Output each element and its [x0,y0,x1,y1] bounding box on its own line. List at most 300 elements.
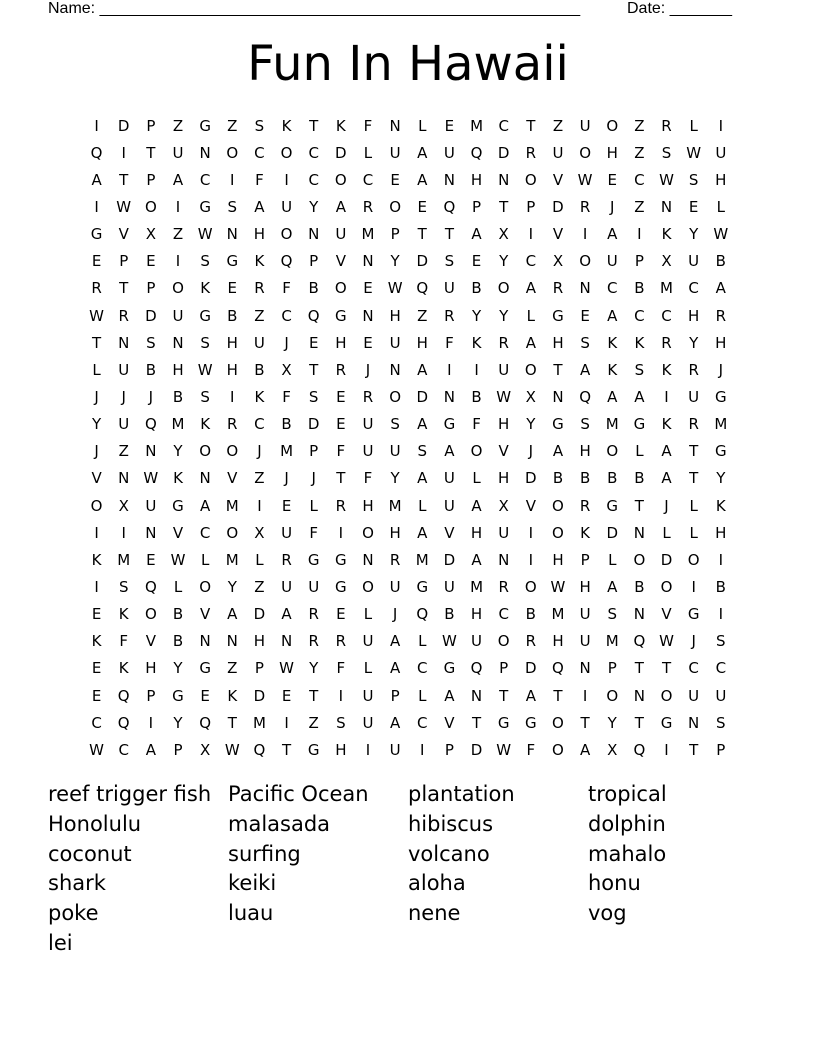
grid-letter: U [552,143,564,162]
grid-letter: X [199,740,211,759]
grid-letter: C [498,116,509,135]
grid-letter: L [418,686,427,705]
grid-letter: I [175,197,181,216]
grid-letter: S [417,442,428,461]
grid-letter: Z [227,659,238,678]
grid-letter: G [199,659,211,678]
grid-letter: U [498,523,510,542]
grid-letter: D [470,740,483,759]
grid-letter: S [634,360,645,379]
grid-letter: M [551,605,565,624]
grid-letter: R [308,605,319,624]
grid-letter: U [281,197,293,216]
grid-letter: I [718,605,724,624]
grid-row [83,112,734,139]
grid-letter: L [689,116,698,135]
grid-letter: S [200,252,210,271]
grid-letter: I [230,387,235,406]
grid-letter: U [389,143,401,162]
grid-letter: U [118,360,130,379]
grid-letter: I [420,740,425,759]
word-search-grid [83,112,734,763]
grid-letter: B [471,387,482,406]
grid-row [83,492,734,519]
grid-letter: Y [526,415,536,434]
grid-row [83,193,734,220]
grid-letter: K [634,333,645,352]
grid-letter: G [552,306,564,325]
grid-letter: Y [173,713,183,732]
grid-letter: Y [390,469,400,488]
grid-letter: A [607,306,618,325]
grid-row [83,736,734,763]
grid-letter: G [172,686,184,705]
grid-letter: A [634,387,645,406]
grid-letter: L [255,550,264,569]
grid-letter: C [688,279,699,298]
grid-row [83,655,734,682]
grid-letter: S [444,252,455,271]
grid-letter: V [498,442,509,461]
grid-letter: S [580,415,590,434]
grid-letter: Y [689,225,699,244]
grid-letter: S [308,387,319,406]
grid-letter: I [94,577,99,596]
grid-letter: C [498,605,509,624]
word-list-item: aloha [408,871,466,896]
grid-letter: I [94,523,99,542]
grid-letter: I [637,225,642,244]
grid-row [83,438,734,465]
grid-letter: G [525,713,537,732]
grid-letter: L [200,550,210,569]
grid-letter: W [550,577,566,596]
grid-letter: H [470,170,483,189]
grid-letter: R [525,143,537,162]
grid-letter: Z [634,197,645,216]
grid-letter: T [634,713,644,732]
grid-letter: R [227,415,238,434]
grid-letter: Y [309,659,319,678]
grid-letter: K [91,550,102,569]
grid-letter: N [579,659,591,678]
grid-letter: L [689,523,698,542]
grid-letter: T [553,360,563,379]
grid-letter: O [172,279,184,298]
grid-letter: Y [390,252,400,271]
word-list-item: vog [588,901,627,926]
grid-letter: B [254,360,265,379]
grid-letter: K [335,116,346,135]
grid-letter: O [497,279,510,298]
grid-letter: U [362,442,374,461]
grid-letter: M [605,632,619,651]
grid-letter: C [688,659,699,678]
grid-letter: B [444,605,455,624]
grid-letter: B [308,279,319,298]
grid-letter: C [607,279,618,298]
grid-letter: W [577,170,593,189]
grid-letter: Z [417,306,428,325]
word-list-item: volcano [408,841,490,866]
grid-letter: S [254,116,265,135]
grid-letter: M [415,550,429,569]
grid-letter: H [579,577,591,596]
grid-letter: K [173,469,183,488]
grid-letter: V [172,523,184,542]
grid-letter: E [336,387,346,406]
grid-letter: V [200,605,211,624]
grid-letter: N [362,550,374,569]
grid-letter: D [525,659,537,678]
grid-letter: V [145,632,156,651]
grid-letter: H [498,469,510,488]
grid-row [83,248,734,275]
grid-letter: K [254,387,265,406]
grid-letter: U [389,577,401,596]
grid-letter: H [715,523,727,542]
grid-letter: R [91,279,102,298]
grid-letter: O [199,577,212,596]
grid-letter: J [148,387,154,406]
grid-letter: I [365,740,371,759]
grid-letter: E [688,197,699,216]
grid-letter: F [445,333,454,352]
grid-letter: F [119,632,129,651]
grid-letter: R [525,632,537,651]
grid-letter: N [145,523,157,542]
grid-letter: M [225,550,239,569]
grid-letter: Z [227,116,238,135]
grid-letter: N [118,333,130,352]
grid-letter: I [94,197,99,216]
grid-letter: W [686,143,702,162]
grid-letter: T [661,659,672,678]
grid-letter: H [715,170,727,189]
grid-letter: B [172,632,184,651]
grid-letter: N [688,713,700,732]
grid-letter: U [715,686,727,705]
grid-letter: R [308,632,319,651]
grid-letter: W [143,469,159,488]
grid-letter: T [553,686,563,705]
grid-letter: P [716,740,726,759]
grid-letter: U [335,225,347,244]
grid-letter: D [443,550,456,569]
grid-letter: E [390,170,400,189]
grid-letter: H [688,306,700,325]
grid-letter: C [281,306,292,325]
grid-letter: K [200,279,211,298]
word-list-item: hibiscus [408,811,494,836]
grid-letter: I [257,496,262,515]
grid-letter: N [199,143,211,162]
grid-letter: S [336,713,346,732]
grid-letter: Q [416,279,429,298]
grid-letter: H [416,333,428,352]
grid-letter: Y [716,469,726,488]
grid-letter: G [552,415,564,434]
grid-letter: R [498,333,509,352]
grid-letter: A [227,605,238,624]
date-field-label: Date: _______ [627,0,732,17]
grid-letter: U [715,143,727,162]
grid-letter: A [389,713,401,732]
grid-letter: E [363,333,373,352]
grid-letter: Q [443,197,456,216]
grid-letter: U [606,252,618,271]
grid-letter: K [91,632,102,651]
grid-letter: E [146,252,156,271]
grid-letter: R [254,279,265,298]
grid-letter: H [606,143,618,162]
grid-letter: H [253,225,266,244]
grid-row [83,221,734,248]
grid-letter: C [634,306,645,325]
grid-letter: T [499,686,509,705]
grid-letter: W [387,279,403,298]
grid-letter: M [225,496,239,515]
word-list-item: plantation [408,782,515,806]
word-list-item: lei [48,930,73,955]
grid-letter: A [417,143,428,162]
grid-letter: N [199,469,211,488]
grid-letter: U [688,387,700,406]
grid-letter: I [284,713,289,732]
grid-letter: H [226,333,238,352]
grid-letter: I [691,577,696,596]
grid-letter: R [335,496,347,515]
grid-letter: N [172,333,184,352]
grid-letter: W [170,550,186,569]
grid-letter: A [471,496,482,515]
grid-letter: W [659,632,674,651]
header [48,0,748,20]
grid-letter: R [389,550,401,569]
grid-letter: O [524,170,537,189]
grid-letter: D [497,143,510,162]
grid-row [83,682,734,709]
grid-letter: X [254,523,265,542]
grid-letter: T [336,469,346,488]
grid-letter: N [633,523,645,542]
grid-letter: W [116,197,132,216]
grid-letter: Y [499,306,509,325]
grid-letter: K [471,333,482,352]
grid-letter: R [362,197,374,216]
grid-letter: K [661,415,672,434]
grid-letter: S [200,333,210,352]
grid-letter: O [687,550,700,569]
grid-letter: N [389,360,401,379]
grid-letter: Y [689,333,699,352]
grid-letter: C [199,523,211,542]
grid-letter: Q [199,713,212,732]
grid-letter: A [444,686,455,705]
grid-letter: U [579,632,591,651]
word-list-item: shark [48,871,106,896]
word-list-item: malasada [228,811,331,836]
grid-letter: K [254,252,265,271]
grid-row [83,465,734,492]
grid-letter: G [307,740,320,759]
grid-letter: B [715,577,726,596]
grid-letter: D [335,143,347,162]
grid-letter: B [715,252,726,271]
grid-letter: F [309,523,319,542]
grid-letter: I [230,170,235,189]
grid-letter: J [284,469,289,488]
grid-letter: O [524,360,537,379]
grid-letter: E [91,659,102,678]
grid-letter: G [606,496,619,515]
grid-letter: A [417,170,428,189]
grid-letter: N [226,225,238,244]
grid-letter: O [389,197,402,216]
grid-letter: A [607,387,618,406]
grid-letter: L [689,496,698,515]
grid-letter: Q [552,659,564,678]
grid-letter: B [145,360,156,379]
grid-letter: T [471,713,482,732]
word-list-item: honu [588,871,641,896]
grid-letter: O [144,197,157,216]
grid-letter: V [335,252,346,271]
grid-letter: A [661,442,672,461]
grid-letter: W [89,740,104,759]
grid-letter: U [362,713,374,732]
grid-letter: Z [172,225,184,244]
grid-letter: C [308,143,319,162]
grid-letter: J [528,442,534,461]
grid-letter: J [392,605,398,624]
grid-letter: R [688,360,699,379]
name-field-label: Name: ______________________________________________________ [48,0,581,17]
grid-letter: C [254,143,265,162]
grid-letter: N [552,387,564,406]
grid-letter: J [94,387,99,406]
grid-letter: C [91,713,102,732]
grid-letter: W [713,225,729,244]
word-list-item: reef trigger fish [48,782,212,806]
grid-letter: D [253,686,266,705]
grid-letter: N [199,632,211,651]
grid-letter: J [718,360,724,379]
word-list-item: surfing [228,841,301,866]
grid-letter: B [552,469,564,488]
grid-letter: G [172,496,184,515]
grid-letter: X [552,252,564,271]
grid-letter: O [660,577,673,596]
grid-letter: U [579,116,591,135]
grid-letter: G [497,713,510,732]
grid-row [83,329,734,356]
grid-row [83,139,734,166]
grid-letter: E [227,279,238,298]
grid-letter: U [389,333,401,352]
grid-letter: Q [633,632,646,651]
grid-letter: E [607,170,617,189]
grid-letter: D [552,197,564,216]
grid-letter: O [606,442,619,461]
grid-letter: U [579,605,591,624]
grid-letter: G [199,197,211,216]
grid-letter: J [365,360,371,379]
grid-letter: N [579,279,591,298]
grid-letter: Q [579,387,591,406]
grid-letter: T [634,496,644,515]
grid-letter: O [470,442,483,461]
grid-letter: M [280,442,294,461]
grid-letter: P [607,659,617,678]
grid-letter: G [416,577,429,596]
grid-letter: D [117,116,130,135]
word-list-item: tropical [588,782,667,806]
grid-letter: N [443,387,456,406]
grid-letter: E [471,252,482,271]
grid-letter: U [498,360,510,379]
grid-letter: F [526,740,536,759]
grid-letter: C [417,659,428,678]
grid-letter: A [552,442,564,461]
grid-letter: T [580,713,590,732]
grid-letter: D [606,523,619,542]
grid-letter: S [688,170,699,189]
grid-letter: M [714,415,728,434]
grid-letter: A [417,360,428,379]
grid-letter: C [661,306,672,325]
grid-letter: H [579,442,591,461]
word-list-item: nene [408,901,461,926]
grid-letter: O [497,632,510,651]
grid-letter: H [389,306,401,325]
grid-letter: I [474,360,479,379]
grid-letter: S [227,197,238,216]
grid-letter: U [471,632,483,651]
grid-letter: H [145,659,157,678]
grid-letter: B [525,605,536,624]
grid-letter: D [416,252,429,271]
grid-letter: R [498,577,509,596]
grid-letter: H [362,496,374,515]
grid-letter: S [716,632,726,651]
grid-letter: H [335,333,347,352]
grid-row [83,601,734,628]
grid-letter: A [254,197,265,216]
grid-letter: U [443,496,455,515]
grid-letter: E [91,252,102,271]
grid-letter: Q [633,740,646,759]
grid-letter: G [660,713,673,732]
word-list-item: luau [228,901,274,926]
grid-letter: H [470,605,483,624]
grid-letter: T [309,360,319,379]
grid-letter: H [498,415,510,434]
grid-letter: N [280,632,293,651]
grid-row [83,628,734,655]
grid-letter: U [443,279,455,298]
grid-letter: Q [470,659,483,678]
grid-letter: R [281,550,292,569]
grid-letter: Z [254,306,265,325]
grid-letter: M [388,496,402,515]
grid-letter: T [526,116,536,135]
grid-letter: N [308,225,320,244]
grid-letter: A [525,686,536,705]
grid-letter: U [443,469,455,488]
grid-letter: I [718,116,724,135]
grid-letter: G [714,387,727,406]
